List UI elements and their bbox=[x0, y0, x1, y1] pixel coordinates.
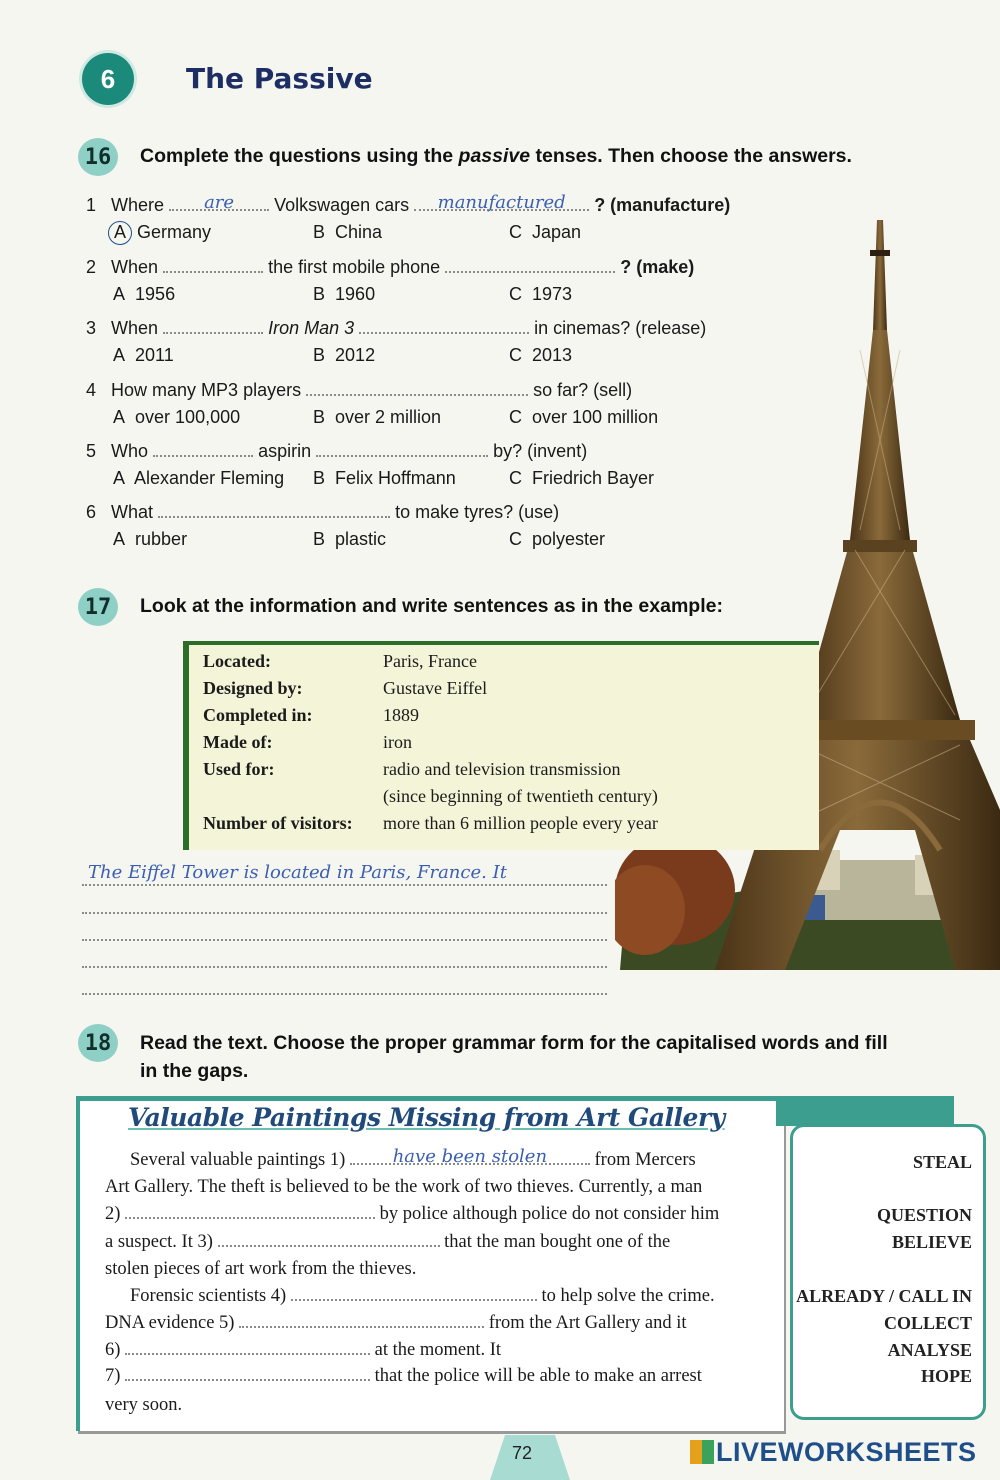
article-gap-5[interactable] bbox=[239, 1314, 484, 1328]
word-steal: STEAL bbox=[912, 1152, 972, 1172]
answer-gap-4[interactable] bbox=[306, 382, 528, 396]
writing-line-5[interactable] bbox=[82, 971, 607, 995]
option-text: polyester bbox=[532, 529, 606, 549]
option-text: Friedrich Bayer bbox=[532, 468, 655, 488]
article-gap-2[interactable] bbox=[125, 1205, 375, 1219]
article-text: from Mercers bbox=[594, 1150, 696, 1170]
article-gap-4[interactable] bbox=[291, 1287, 537, 1301]
info-value-used-for-note: (since beginning of twentieth century) bbox=[383, 786, 658, 806]
writing-line-2[interactable] bbox=[82, 890, 607, 914]
article-text: that the police will be able to make an arrest bbox=[374, 1366, 702, 1386]
article-text: at the moment. It bbox=[374, 1340, 502, 1360]
filled-answer: manufactured bbox=[437, 192, 566, 213]
question-6 bbox=[86, 502, 559, 523]
info-label-visitors: Number of visitors: bbox=[203, 813, 353, 833]
article-line-1 bbox=[130, 1146, 696, 1171]
answer-gap-5b[interactable] bbox=[316, 443, 488, 457]
option-letter: A bbox=[113, 407, 126, 427]
q4-option-c[interactable] bbox=[509, 407, 658, 428]
writing-line-4[interactable] bbox=[82, 944, 607, 968]
article-text: that the man bought one of the bbox=[444, 1232, 671, 1252]
watermark-text: LIVEWORKSHEETS bbox=[716, 1437, 977, 1467]
word-believe: BELIEVE bbox=[891, 1232, 972, 1252]
article-text: 6) bbox=[105, 1340, 121, 1360]
question-3 bbox=[86, 318, 706, 339]
info-value-completed: 1889 bbox=[383, 705, 419, 725]
unit-title: The Passive bbox=[186, 62, 373, 95]
option-text: rubber bbox=[135, 529, 188, 549]
option-letter: A bbox=[113, 284, 126, 304]
question-text: by? (invent) bbox=[493, 441, 588, 461]
info-label-made-of: Made of: bbox=[203, 732, 273, 752]
option-text: over 100 million bbox=[532, 407, 659, 427]
option-letter: B bbox=[313, 284, 326, 304]
article-headline: Valuable Paintings Missing from Art Gallery bbox=[128, 1103, 725, 1132]
q6-option-a[interactable] bbox=[113, 529, 187, 550]
liveworksheets-logo bbox=[690, 1437, 977, 1468]
option-letter: C bbox=[509, 468, 522, 488]
exercise-17-number: 17 bbox=[78, 588, 118, 626]
q3-option-c[interactable] bbox=[509, 345, 572, 366]
info-label-completed: Completed in: bbox=[203, 705, 313, 725]
filled-answer: are bbox=[204, 192, 235, 213]
option-letter: C bbox=[509, 529, 522, 549]
exercise-17-instruction: Look at the information and write sentences as in the example: bbox=[140, 595, 723, 617]
article-line-9 bbox=[105, 1366, 702, 1387]
article-text: Several valuable paintings 1) bbox=[130, 1150, 346, 1170]
option-letter: C bbox=[509, 222, 522, 242]
answer-gap-2b[interactable] bbox=[445, 259, 615, 273]
q1-option-b[interactable] bbox=[313, 222, 382, 243]
q3-option-b[interactable] bbox=[313, 345, 375, 366]
circled-choice: A bbox=[108, 221, 132, 245]
word-collect: COLLECT bbox=[883, 1313, 972, 1333]
q6-option-b[interactable] bbox=[313, 529, 386, 550]
word-question: QUESTION bbox=[876, 1205, 972, 1225]
answer-gap-6[interactable] bbox=[158, 504, 390, 518]
option-text: 2012 bbox=[335, 345, 376, 365]
answer-gap-3a[interactable] bbox=[163, 320, 263, 334]
article-line-8 bbox=[105, 1340, 501, 1361]
option-text: Felix Hoffmann bbox=[335, 468, 456, 488]
question-text: the first mobile phone bbox=[268, 257, 441, 277]
article-line-5: stolen pieces of art work from the thieves. bbox=[105, 1259, 417, 1279]
writing-line-1[interactable] bbox=[82, 862, 607, 886]
answer-gap-1a[interactable] bbox=[169, 192, 269, 213]
question-text: When bbox=[111, 318, 159, 338]
writing-line-3[interactable] bbox=[82, 917, 607, 941]
info-value-made-of: iron bbox=[383, 732, 412, 752]
q1-option-a[interactable] bbox=[108, 221, 211, 245]
answer-gap-2a[interactable] bbox=[163, 259, 263, 273]
filled-answer: have been stolen bbox=[392, 1146, 548, 1167]
question-text: What bbox=[111, 502, 154, 522]
question-number: 6 bbox=[86, 502, 97, 522]
question-2 bbox=[86, 257, 694, 278]
question-text: to make tyres? (use) bbox=[395, 502, 560, 522]
article-text: 7) bbox=[105, 1366, 121, 1386]
q5-option-a[interactable] bbox=[113, 468, 284, 489]
question-verb-hint: ? (make) bbox=[620, 257, 695, 277]
instruction-part: Complete the questions using the bbox=[140, 145, 459, 167]
article-line-10: very soon. bbox=[105, 1395, 183, 1415]
article-text: DNA evidence 5) bbox=[105, 1313, 235, 1333]
question-4 bbox=[86, 380, 632, 401]
option-text: Germany bbox=[137, 222, 212, 242]
info-label-located: Located: bbox=[203, 651, 271, 671]
option-text: 1956 bbox=[135, 284, 176, 304]
exercise-18-instruction-line1: Read the text. Choose the proper grammar form for the capitalised words and fill bbox=[140, 1032, 888, 1054]
article-text: by police although police do not consider him bbox=[379, 1204, 720, 1224]
q4-option-b[interactable] bbox=[313, 407, 441, 428]
option-letter: B bbox=[313, 222, 326, 242]
option-letter: B bbox=[313, 407, 326, 427]
question-text: aspirin bbox=[258, 441, 312, 461]
q1-option-c[interactable] bbox=[509, 222, 581, 243]
info-label-used-for: Used for: bbox=[203, 759, 275, 779]
article-gap-3[interactable] bbox=[218, 1233, 440, 1247]
info-value-designed: Gustave Eiffel bbox=[383, 678, 488, 698]
option-letter: B bbox=[313, 345, 326, 365]
q5-option-c[interactable] bbox=[509, 468, 654, 489]
question-number: 1 bbox=[86, 195, 97, 215]
info-value-used-for: radio and television transmission bbox=[383, 759, 621, 779]
option-letter: A bbox=[113, 345, 126, 365]
question-text: How many MP3 players bbox=[111, 380, 302, 400]
exercise-18-instruction-line2: in the gaps. bbox=[140, 1060, 249, 1082]
q2-option-a[interactable] bbox=[113, 284, 175, 305]
info-value-located: Paris, France bbox=[383, 651, 477, 671]
article-line-2: Art Gallery. The theft is believed to be the work of two thieves. Currently, a man bbox=[105, 1177, 703, 1197]
article-text: to help solve the crime. bbox=[541, 1286, 715, 1306]
article-line-3 bbox=[105, 1204, 719, 1225]
question-text: in cinemas? (release) bbox=[534, 318, 707, 338]
option-text: China bbox=[335, 222, 383, 242]
exercise-16-instruction bbox=[140, 145, 852, 168]
option-text: 1973 bbox=[532, 284, 573, 304]
question-text: Volkswagen cars bbox=[274, 195, 410, 215]
article-text: from the Art Gallery and it bbox=[488, 1313, 687, 1333]
option-letter: A bbox=[113, 468, 126, 488]
article-text: 2) bbox=[105, 1204, 121, 1224]
option-text: 2011 bbox=[135, 345, 174, 365]
option-letter: C bbox=[509, 284, 522, 304]
option-text: Japan bbox=[532, 222, 582, 242]
article-line-6 bbox=[130, 1286, 715, 1307]
word-hope: HOPE bbox=[920, 1366, 972, 1386]
page-number: 72 bbox=[512, 1443, 533, 1463]
q3-option-a[interactable] bbox=[113, 345, 174, 366]
word-analyse: ANALYSE bbox=[887, 1340, 972, 1360]
option-letter: C bbox=[509, 407, 522, 427]
article-gap-6[interactable] bbox=[125, 1341, 370, 1355]
question-text: Who bbox=[111, 441, 149, 461]
article-text: a suspect. It 3) bbox=[105, 1232, 213, 1252]
answer-gap-3b[interactable] bbox=[359, 320, 529, 334]
answer-gap-1b[interactable] bbox=[414, 192, 589, 213]
question-number: 2 bbox=[86, 257, 97, 277]
q2-option-b[interactable] bbox=[313, 284, 375, 305]
question-verb-hint: ? (manufacture) bbox=[594, 195, 731, 215]
option-text: over 2 million bbox=[335, 407, 442, 427]
exercise-16-number: 16 bbox=[78, 138, 118, 176]
option-text: 2013 bbox=[532, 345, 573, 365]
question-number: 3 bbox=[86, 318, 97, 338]
article-line-7 bbox=[105, 1313, 687, 1334]
instruction-emphasis: passive bbox=[458, 145, 531, 167]
q2-option-c[interactable] bbox=[509, 284, 572, 305]
answer-gap-5a[interactable] bbox=[153, 443, 253, 457]
option-letter: B bbox=[313, 529, 326, 549]
article-gap-7[interactable] bbox=[125, 1367, 370, 1381]
word-already-call-in: ALREADY / CALL IN bbox=[796, 1286, 972, 1306]
info-label-designed: Designed by: bbox=[203, 678, 303, 698]
instruction-part: tenses. Then choose the answers. bbox=[530, 145, 852, 167]
option-text: Alexander Fleming bbox=[134, 468, 285, 488]
word-box-header-strip bbox=[776, 1096, 954, 1126]
question-text: so far? (sell) bbox=[533, 380, 633, 400]
question-1 bbox=[86, 192, 731, 216]
q4-option-a[interactable] bbox=[113, 407, 240, 428]
article-line-4 bbox=[105, 1232, 670, 1253]
question-text: Where bbox=[111, 195, 165, 215]
article-gap-1[interactable] bbox=[350, 1146, 590, 1167]
option-letter: C bbox=[509, 345, 522, 365]
logo-icon bbox=[690, 1440, 714, 1464]
question-text: When bbox=[111, 257, 159, 277]
article-text: Forensic scientists 4) bbox=[130, 1286, 287, 1306]
q5-option-b[interactable] bbox=[313, 468, 456, 489]
option-text: plastic bbox=[335, 529, 387, 549]
question-5 bbox=[86, 441, 587, 462]
question-text: Iron Man 3 bbox=[268, 318, 355, 338]
unit-number-badge: 6 bbox=[82, 53, 134, 105]
question-number: 5 bbox=[86, 441, 97, 461]
option-text: 1960 bbox=[335, 284, 376, 304]
option-text: over 100,000 bbox=[135, 407, 241, 427]
exercise-18-number: 18 bbox=[78, 1024, 118, 1062]
q6-option-c[interactable] bbox=[509, 529, 605, 550]
info-value-visitors: more than 6 million people every year bbox=[383, 813, 658, 833]
question-number: 4 bbox=[86, 380, 97, 400]
option-letter: A bbox=[113, 529, 126, 549]
option-letter: B bbox=[313, 468, 326, 488]
example-sentence: The Eiffel Tower is located in Paris, France. It bbox=[88, 862, 507, 883]
